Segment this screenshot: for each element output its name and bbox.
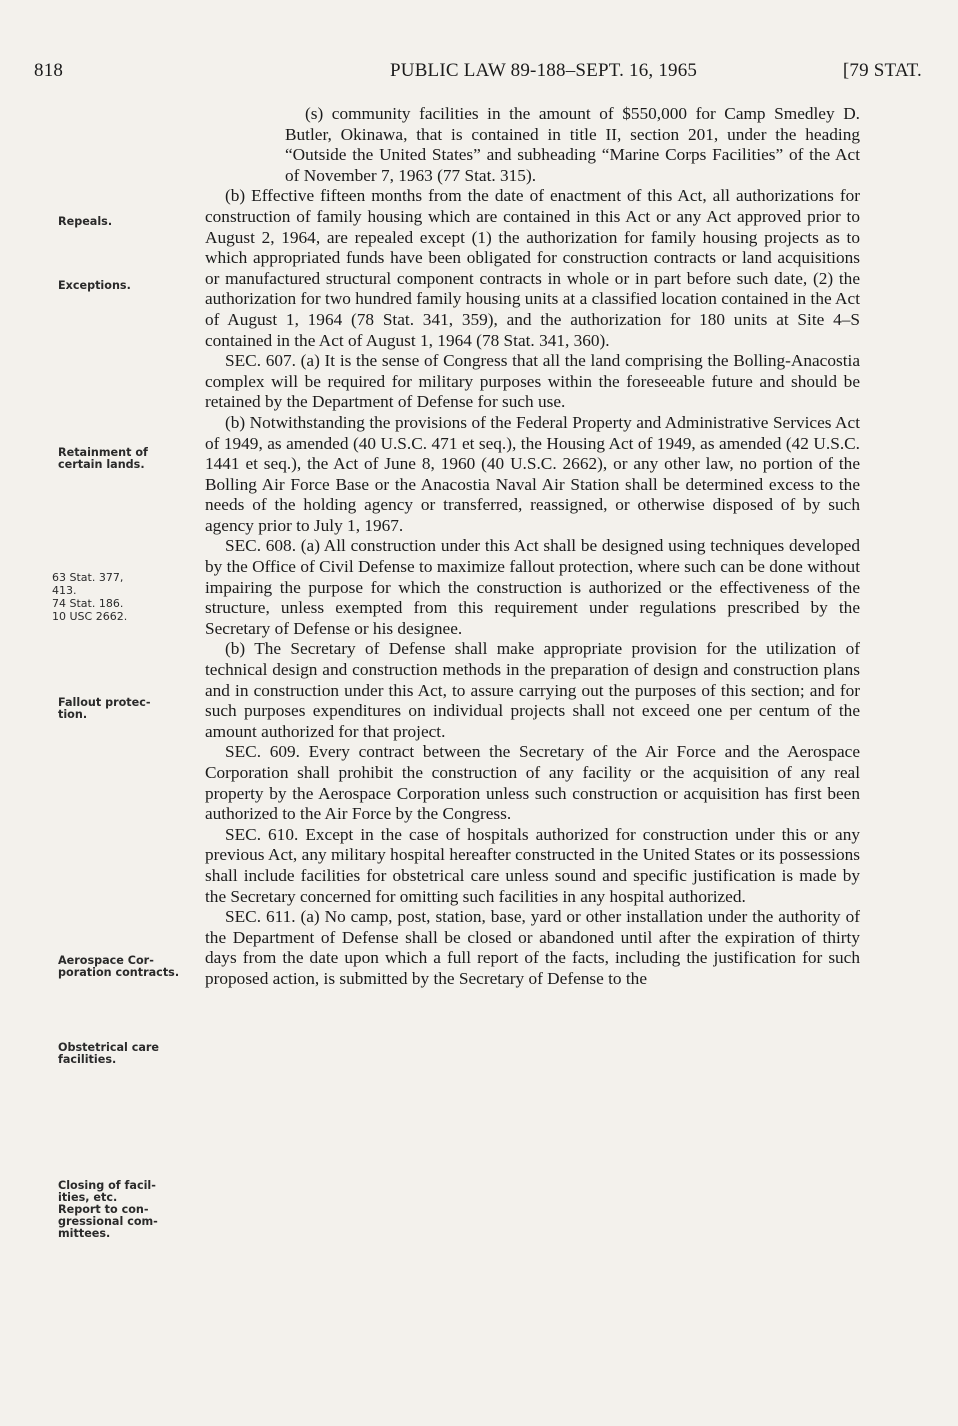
- paragraph-sec-608a: SEC. 608. (a) All construction under this Act shall be designed using techniques developed by the Office of Civil Defense to maximize fallout protection, where such can be done without impairing the purpose for which the construction is authorized or the effectiveness of the structure, unless exempted from this requirement under regulations prescribed by the Secretary of Defense or his designee.: [205, 536, 860, 638]
- paragraph-sec-611a: SEC. 611. (a) No camp, post, station, base, yard or other installation under the authority of the Department of Defense shall be closed or abandoned until after the expiration of thirty days from the date upon which a full report of the facts, including the justification for such proposed action, is submitted by the Secretary of Defense to the: [205, 907, 860, 988]
- margin-note-exceptions: Exceptions.: [58, 279, 131, 292]
- statute-reference: [79 STAT.: [842, 60, 922, 81]
- margin-note-obstetrical: Obstetrical care facilities.: [58, 1041, 160, 1066]
- law-title: PUBLIC LAW 89-188–SEPT. 16, 1965: [390, 60, 698, 81]
- paragraph-sec-609: SEC. 609. Every contract between the Secretary of the Air Force and the Aerospace Corporation shall prohibit the construction of any facility or the acquisition of any real property by the Aerospace Corporation unless such construction or acquisition has first been authorized to the Air Force by the Congress.: [205, 742, 860, 824]
- paragraph-sec-610: SEC. 610. Except in the case of hospitals authorized for construction under this or any previous Act, any military hospital hereafter constructed in the United States or its possessions shall include facilities for obstetrical care unless sound and specific justification is made by the Secretary concerned for omitting such facilities in any hospital authorized.: [205, 824, 860, 906]
- paragraph-s: (s) community facilities in the amount of $550,000 for Camp Smedley D. Butler, Okinawa, that is contained in title II, section 201, under the heading “Outside the United States” and subheading “Marine Corps Facilities” of the Act of November 7, 1963 (77 Stat. 315).: [285, 104, 860, 185]
- margin-note-aerospace: Aerospace Cor- poration contracts.: [58, 954, 180, 979]
- paragraph-sec-607b: (b) Notwithstanding the provisions of the Federal Property and Administrative Services Act of 1949, as amended (40 U.S.C. 471 et seq.), the Housing Act of 1949, as amended (42 U.S.C. 1441 et seq.), the Act of June 8, 1960 (40 U.S.C. 2662), or any other law, no portion of the Bolling Air Force Base or the Anacostia Naval Air Station shall be determined excess to the needs of the holding agency or transferred, reassigned, or otherwise disposed of by such agency prior to July 1, 1967.: [205, 412, 860, 535]
- paragraph-sec-608b: (b) The Secretary of Defense shall make appropriate provision for the utilization of technical design and construction methods in the preparation of design and construction plans and in construction under this Act, to assure carrying out the purposes of this section; and for such purposes expenditures on individual projects shall not exceed one per centum of the amount authorized for that project.: [205, 639, 860, 741]
- margin-note-closing: Closing of facil- ities, etc. Report to con- gressional com- mittees.: [58, 1179, 158, 1240]
- page-number: 818: [34, 60, 64, 81]
- page-header: [30, 60, 928, 86]
- body-text: [205, 104, 860, 990]
- margin-note-retainment: Retainment of certain lands.: [58, 446, 148, 471]
- margin-note-repeals: Repeals.: [58, 215, 113, 228]
- margin-note-fallout: Fallout protec- tion.: [58, 696, 151, 721]
- margin-note-citations: 63 Stat. 377, 413. 74 Stat. 186. 10 USC 2662.: [52, 571, 128, 623]
- paragraph-sec-607a: SEC. 607. (a) It is the sense of Congress that all the land comprising the Bolling-Anacostia complex will be required for military purposes within the foreseeable future and should be retained by the Department of Defense for such use.: [205, 351, 860, 412]
- paragraph-repeals: (b) Effective fifteen months from the date of enactment of this Act, all authorizations for construction of family housing which are contained in this Act or any Act approved prior to August 2, 1964, are repealed except (1) the authorization for family housing projects as to which appropriated funds have been obligated for construction contracts or land acquisitions or manufactured structural component contracts in whole or in part before such date, (2) the authorization for two hundred family housing units at a classified location contained in the Act of August 1, 1964 (78 Stat. 341, 359), and the authorization for 180 units at Site 4–S contained in the Act of August 1, 1964 (78 Stat. 341, 360).: [205, 186, 860, 350]
